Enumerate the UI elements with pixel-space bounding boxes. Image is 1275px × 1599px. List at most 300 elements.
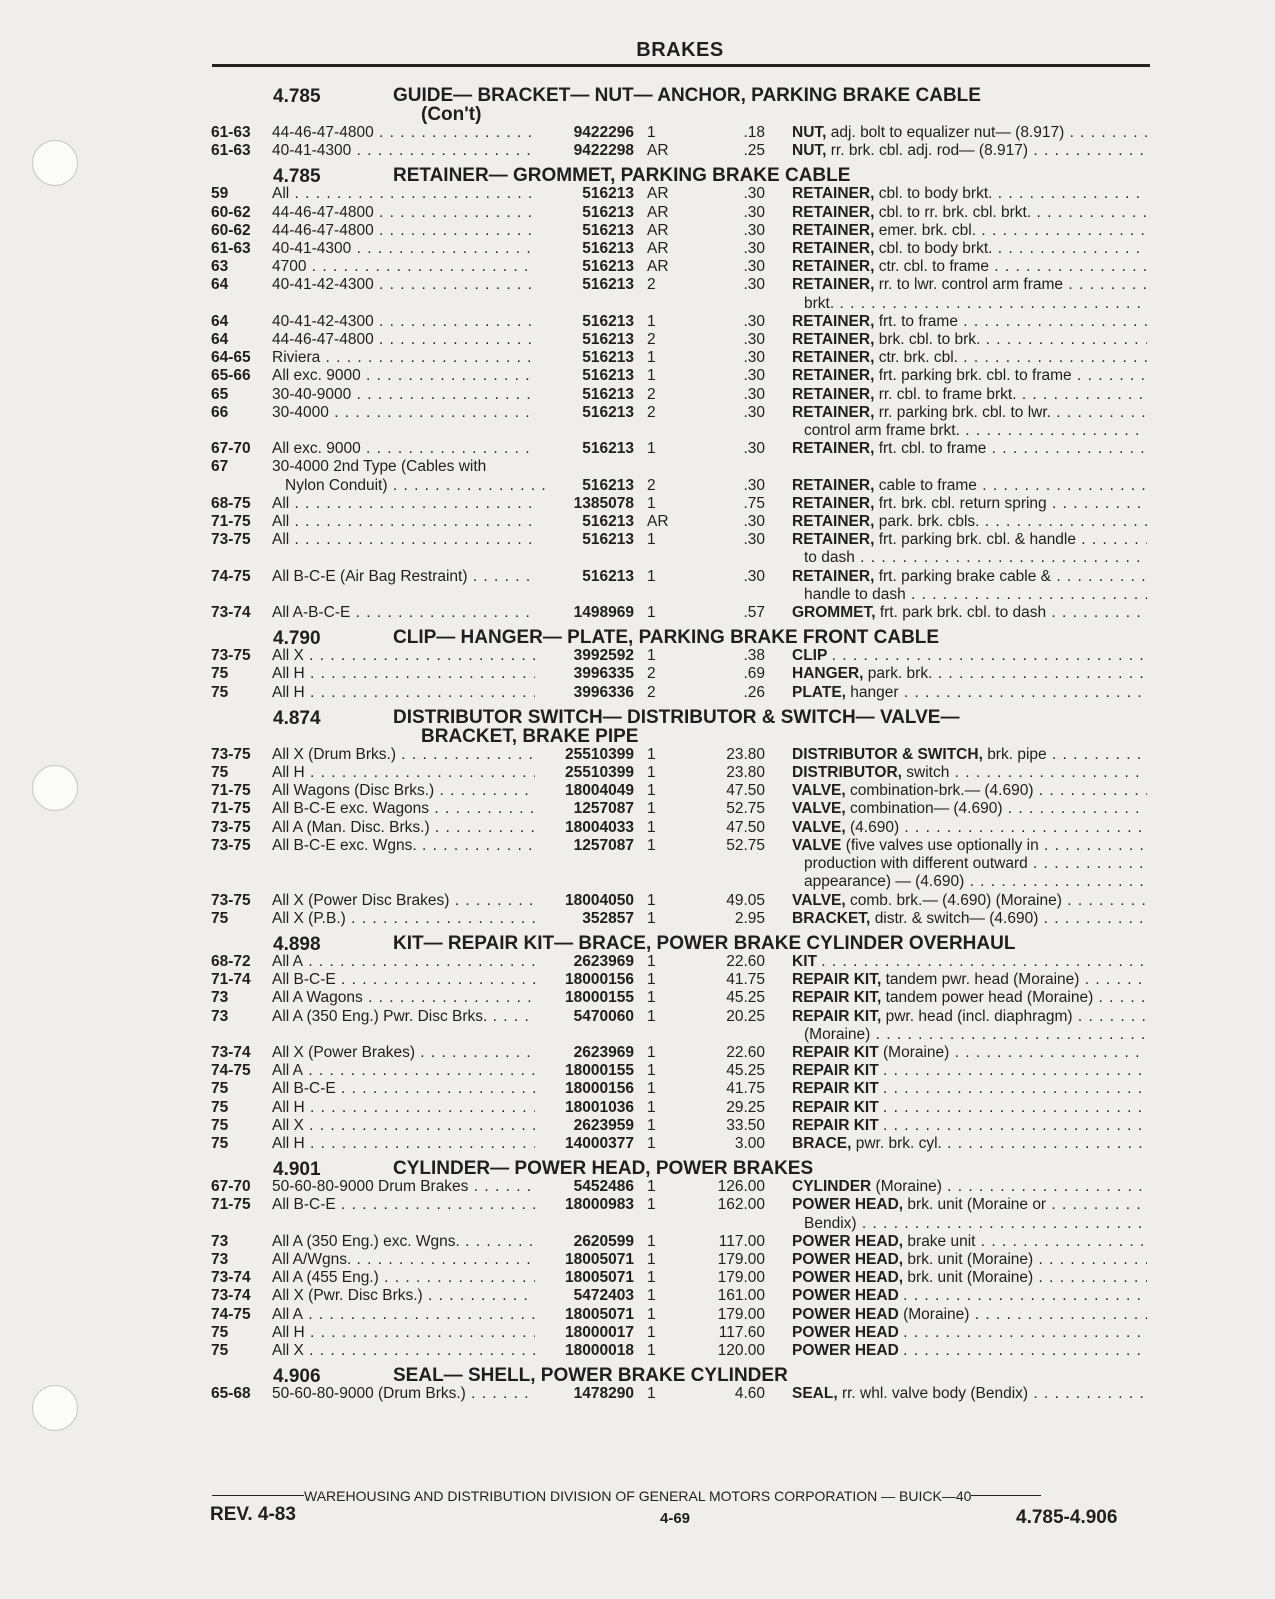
part-name: NUT, bbox=[792, 124, 827, 141]
section-heading bbox=[211, 165, 1151, 188]
section-title: DISTRIBUTOR SWITCH— DISTRIBUTOR & SWITCH— VALVE— bbox=[393, 706, 960, 728]
model-application: All B-C-E . . . bbox=[272, 1196, 535, 1214]
part-description-text: brake unit bbox=[907, 1232, 976, 1250]
model-year: 71-75 bbox=[211, 1196, 251, 1214]
price: .25 bbox=[743, 142, 765, 160]
model-year: 61-63 bbox=[211, 124, 251, 141]
quantity: 1 bbox=[647, 1250, 656, 1268]
parts-row bbox=[211, 1178, 1151, 1196]
price: 117.00 bbox=[718, 1232, 765, 1250]
section-title: KIT— REPAIR KIT— BRACE, POWER BRAKE CYLINDER OVERHAUL bbox=[393, 932, 1016, 954]
part-number: 516213 bbox=[582, 276, 634, 294]
part-number: 18000156 bbox=[565, 1080, 634, 1098]
part-description-text: park. brk. cbls. bbox=[878, 513, 980, 531]
quantity: 1 bbox=[647, 1134, 656, 1152]
part-number: 25510399 bbox=[565, 745, 634, 763]
part-description bbox=[792, 185, 1147, 203]
model-application: 44-46-47-4800 . . . bbox=[272, 331, 535, 349]
model-application: 30-40-9000 . . . bbox=[272, 386, 535, 404]
price: .30 bbox=[743, 513, 765, 531]
binder-hole-bottom bbox=[32, 1385, 78, 1431]
parts-row bbox=[211, 1342, 1151, 1360]
part-description-text: handle to dash bbox=[804, 585, 906, 603]
part-number: 516213 bbox=[582, 240, 634, 258]
part-description bbox=[792, 1251, 1147, 1269]
quantity: 1 bbox=[647, 367, 656, 385]
parts-row-continuation bbox=[211, 855, 1151, 873]
part-number: 18000017 bbox=[565, 1323, 634, 1341]
part-description bbox=[804, 1026, 1147, 1044]
part-name: RETAINER, bbox=[792, 567, 875, 585]
part-number: 516213 bbox=[582, 331, 634, 349]
part-description bbox=[792, 971, 1147, 989]
part-number: 516213 bbox=[582, 567, 634, 585]
model-year: 71-75 bbox=[211, 513, 251, 531]
part-description bbox=[792, 124, 1147, 142]
quantity: 2 bbox=[647, 476, 656, 494]
part-number: 18004050 bbox=[565, 891, 634, 909]
model-application: 40-41-42-4300 . . . bbox=[272, 276, 535, 294]
price: .30 bbox=[743, 258, 765, 276]
part-number: 3992592 bbox=[573, 647, 634, 665]
model-year: 65-68 bbox=[211, 1385, 251, 1403]
part-name: RETAINER, bbox=[792, 494, 875, 512]
model-year: 71-74 bbox=[211, 971, 251, 989]
parts-row bbox=[211, 1008, 1151, 1026]
part-number: 5472403 bbox=[573, 1287, 634, 1305]
part-description-text: cable to frame bbox=[878, 476, 977, 494]
section-title: CLIP— HANGER— PLATE, PARKING BRAKE FRONT CABLE bbox=[393, 627, 940, 649]
quantity: AR bbox=[647, 258, 669, 276]
model-year: 75 bbox=[211, 683, 229, 701]
section-title: GUIDE— BRACKET— NUT— ANCHOR, PARKING BRAKE CABLE bbox=[393, 85, 981, 106]
binder-hole-middle bbox=[32, 765, 78, 811]
part-name: POWER HEAD, bbox=[792, 1196, 904, 1214]
model-application: All . . . bbox=[272, 495, 535, 513]
parts-row bbox=[211, 458, 1151, 476]
price: 22.60 bbox=[726, 952, 765, 970]
model-year: 75 bbox=[211, 1134, 229, 1152]
model-year: 74-75 bbox=[211, 567, 251, 585]
part-description bbox=[792, 892, 1147, 910]
part-name: RETAINER, bbox=[792, 185, 875, 203]
part-description bbox=[792, 1099, 1147, 1117]
part-number: 516213 bbox=[582, 476, 634, 494]
part-name: REPAIR KIT, bbox=[792, 971, 882, 989]
part-name: POWER HEAD, bbox=[792, 1232, 904, 1250]
part-name: RETAINER, bbox=[792, 240, 875, 258]
price: 23.80 bbox=[726, 764, 765, 782]
part-name: RETAINER, bbox=[792, 513, 875, 531]
quantity: 1 bbox=[647, 440, 656, 458]
part-description bbox=[792, 477, 1147, 495]
price: 161.00 bbox=[717, 1287, 765, 1305]
part-name: VALVE, bbox=[792, 800, 846, 818]
part-name: CYLINDER bbox=[792, 1178, 872, 1196]
model-application: All B-C-E . . . bbox=[272, 1080, 535, 1098]
model-year: 67-70 bbox=[211, 440, 251, 458]
model-year: 61-63 bbox=[211, 240, 251, 258]
part-description bbox=[792, 837, 1147, 855]
price: 45.25 bbox=[726, 989, 765, 1007]
part-description bbox=[792, 367, 1147, 385]
price: 162.00 bbox=[717, 1196, 765, 1214]
part-name: RETAINER, bbox=[792, 312, 875, 330]
part-description bbox=[792, 568, 1147, 586]
quantity: AR bbox=[647, 203, 669, 221]
part-name: REPAIR KIT bbox=[792, 1062, 879, 1080]
part-number: 5470060 bbox=[573, 1007, 634, 1025]
parts-row bbox=[211, 684, 1151, 702]
quantity: 1 bbox=[647, 604, 656, 622]
model-application: 30-4000 . . . bbox=[272, 404, 535, 422]
part-name: CLIP bbox=[792, 647, 828, 665]
section-title: (Con't) bbox=[421, 104, 482, 125]
section-number: 4.901 bbox=[273, 1159, 321, 1181]
part-number: 1478290 bbox=[573, 1385, 634, 1403]
part-description-text: (Moraine) bbox=[804, 1025, 871, 1043]
quantity: 1 bbox=[647, 349, 656, 367]
part-description bbox=[792, 1080, 1147, 1098]
model-application: 40-41-4300 . . . bbox=[272, 240, 535, 258]
parts-row bbox=[211, 1196, 1151, 1214]
part-name: RETAINER, bbox=[792, 349, 875, 367]
part-number: 5452486 bbox=[573, 1178, 634, 1196]
part-description-text: emer. brk. cbl. bbox=[878, 221, 977, 239]
model-year: 73-75 bbox=[211, 891, 251, 909]
part-description-text: brkt. bbox=[804, 294, 835, 312]
model-year: 73 bbox=[211, 1007, 229, 1025]
quantity: 1 bbox=[647, 312, 656, 330]
price: .30 bbox=[743, 221, 765, 239]
model-application: 40-41-4300 . . . bbox=[272, 142, 535, 160]
model-application: All H . . . bbox=[272, 1324, 535, 1342]
model-year: 73-75 bbox=[211, 818, 251, 836]
part-description bbox=[792, 1178, 1147, 1196]
part-description bbox=[804, 295, 1147, 313]
parts-row-continuation bbox=[211, 422, 1151, 440]
part-description-text: to dash bbox=[804, 549, 855, 567]
part-number: 9422298 bbox=[573, 142, 634, 160]
price: 22.60 bbox=[726, 1043, 765, 1061]
model-year: 65-66 bbox=[211, 367, 251, 385]
quantity: 1 bbox=[647, 1269, 656, 1287]
section-heading bbox=[211, 708, 1151, 746]
parts-row bbox=[211, 276, 1151, 294]
part-description bbox=[792, 604, 1147, 622]
part-description bbox=[792, 1233, 1147, 1251]
part-number: 516213 bbox=[582, 258, 634, 276]
part-description-text: cbl. to rr. brk. cbl. brkt. bbox=[878, 203, 1032, 221]
model-application: All H . . . bbox=[272, 1099, 535, 1117]
model-application: All . . . bbox=[272, 185, 535, 203]
part-name: REPAIR KIT bbox=[792, 1043, 879, 1061]
part-number: 18005071 bbox=[565, 1269, 634, 1287]
model-application: Nylon Conduit) . . . bbox=[285, 477, 548, 495]
parts-row bbox=[211, 204, 1151, 222]
model-year: 63 bbox=[211, 258, 229, 276]
part-name: PLATE, bbox=[792, 683, 846, 701]
part-description bbox=[792, 1306, 1147, 1324]
part-description-text: rr. to lwr. control arm frame bbox=[878, 276, 1064, 294]
part-number: 516213 bbox=[582, 221, 634, 239]
parts-row bbox=[211, 568, 1151, 586]
part-description-text: Bendix) bbox=[804, 1214, 857, 1232]
model-year: 64 bbox=[211, 312, 229, 330]
part-name: RETAINER, bbox=[792, 385, 875, 403]
model-application: All Wagons (Disc Brks.) . . . bbox=[272, 782, 535, 800]
part-description-text: brk. unit (Moraine) bbox=[907, 1250, 1034, 1268]
parts-row bbox=[211, 647, 1151, 665]
part-description-text: brk. pipe bbox=[987, 745, 1047, 763]
part-number: 18001036 bbox=[565, 1098, 634, 1116]
part-number: 516213 bbox=[582, 185, 634, 203]
section-range: 4.785-4.906 bbox=[1016, 1507, 1118, 1528]
part-number: 18000156 bbox=[565, 971, 634, 989]
part-name: VALVE, bbox=[792, 818, 846, 836]
price: .30 bbox=[743, 312, 765, 330]
price: .30 bbox=[743, 185, 765, 203]
part-description-text: (Moraine) bbox=[883, 1043, 950, 1061]
part-description bbox=[804, 549, 1147, 567]
part-description-text: switch bbox=[906, 764, 950, 782]
price: 41.75 bbox=[726, 971, 765, 989]
price: 179.00 bbox=[717, 1305, 765, 1323]
section-number: 4.785 bbox=[273, 166, 321, 188]
part-name: DISTRIBUTOR, bbox=[792, 764, 902, 782]
price: .30 bbox=[743, 385, 765, 403]
section-title: RETAINER— GROMMET, PARKING BRAKE CABLE bbox=[393, 165, 851, 187]
parts-row bbox=[211, 142, 1151, 160]
part-description bbox=[804, 422, 1147, 440]
part-number: 25510399 bbox=[565, 764, 634, 782]
model-application: All H . . . bbox=[272, 665, 535, 683]
parts-row bbox=[211, 1287, 1151, 1305]
part-description bbox=[792, 1269, 1147, 1287]
parts-row bbox=[211, 440, 1151, 458]
part-number: 516213 bbox=[582, 385, 634, 403]
section-heading bbox=[211, 86, 1151, 124]
parts-row bbox=[211, 604, 1151, 622]
parts-row bbox=[211, 910, 1151, 928]
part-description bbox=[792, 495, 1147, 513]
model-year: 60-62 bbox=[211, 203, 251, 221]
model-year: 67 bbox=[211, 458, 229, 476]
part-description-text: frt. parking brk. cbl. to frame bbox=[878, 367, 1072, 385]
part-description bbox=[804, 586, 1147, 604]
quantity: 1 bbox=[647, 1178, 656, 1196]
part-description bbox=[792, 684, 1147, 702]
parts-row bbox=[211, 837, 1151, 855]
parts-row-continuation bbox=[211, 873, 1151, 891]
part-description-text: (4.690) bbox=[850, 818, 900, 836]
quantity: AR bbox=[647, 142, 669, 160]
quantity: 1 bbox=[647, 1323, 656, 1341]
model-application: 30-4000 2nd Type (Cables with bbox=[272, 458, 487, 476]
quantity: 1 bbox=[647, 909, 656, 927]
parts-row bbox=[211, 1269, 1151, 1287]
price: .30 bbox=[743, 440, 765, 458]
model-year: 59 bbox=[211, 185, 229, 203]
model-application: All A/Wgns. . . . bbox=[272, 1251, 535, 1269]
part-number: 3996336 bbox=[573, 683, 634, 701]
part-description bbox=[792, 222, 1147, 240]
model-year: 73-75 bbox=[211, 745, 251, 763]
page-number: 4-69 bbox=[660, 1510, 691, 1527]
price: .30 bbox=[743, 240, 765, 258]
parts-row bbox=[211, 513, 1151, 531]
model-year: 75 bbox=[211, 1098, 229, 1116]
part-name: BRACKET, bbox=[792, 909, 871, 927]
model-application: All H . . . bbox=[272, 764, 535, 782]
part-description-text: frt. parking brk. cbl. & handle bbox=[878, 531, 1076, 549]
quantity: AR bbox=[647, 221, 669, 239]
model-year: 68-75 bbox=[211, 494, 251, 512]
quantity: 2 bbox=[647, 331, 656, 349]
part-name: POWER HEAD bbox=[792, 1305, 899, 1323]
parts-row-continuation bbox=[211, 586, 1151, 604]
part-description-text: appearance) — (4.690) bbox=[804, 873, 965, 891]
footer-division bbox=[212, 1488, 1150, 1504]
price: 4.60 bbox=[734, 1385, 765, 1403]
part-name: POWER HEAD bbox=[792, 1341, 899, 1359]
model-application: 40-41-42-4300 . . . bbox=[272, 313, 535, 331]
quantity: 1 bbox=[647, 1287, 656, 1305]
page-title: BRAKES bbox=[636, 39, 724, 61]
part-description bbox=[792, 647, 1147, 665]
part-name: POWER HEAD bbox=[792, 1287, 899, 1305]
part-number: 18004033 bbox=[565, 818, 634, 836]
model-application: All A (Man. Disc. Brks.) . . . bbox=[272, 819, 535, 837]
part-description bbox=[792, 142, 1147, 160]
price: 117.60 bbox=[718, 1323, 765, 1341]
price: .69 bbox=[743, 665, 765, 683]
part-description bbox=[792, 531, 1147, 549]
part-description bbox=[792, 1008, 1147, 1026]
price: 45.25 bbox=[726, 1062, 765, 1080]
parts-row-continuation bbox=[211, 1215, 1151, 1233]
part-name: REPAIR KIT, bbox=[792, 989, 882, 1007]
part-name: RETAINER, bbox=[792, 531, 875, 549]
quantity: 2 bbox=[647, 665, 656, 683]
part-description-text: control arm frame brkt. bbox=[804, 422, 960, 440]
price: .30 bbox=[743, 349, 765, 367]
model-application: All X . . . bbox=[272, 1342, 535, 1360]
quantity: 1 bbox=[647, 1116, 656, 1134]
model-year: 66 bbox=[211, 403, 229, 421]
price: 20.25 bbox=[726, 1007, 765, 1025]
model-year: 75 bbox=[211, 1341, 229, 1359]
model-application: All X (Pwr. Disc Brks.) . . . bbox=[272, 1287, 535, 1305]
quantity: 1 bbox=[647, 891, 656, 909]
parts-row bbox=[211, 495, 1151, 513]
parts-row bbox=[211, 1306, 1151, 1324]
part-description-text: (Moraine) bbox=[875, 1178, 942, 1196]
parts-row bbox=[211, 349, 1151, 367]
part-name: NUT, bbox=[792, 142, 827, 160]
model-year: 73 bbox=[211, 989, 229, 1007]
parts-list bbox=[211, 80, 1151, 1403]
part-number: 18005071 bbox=[565, 1250, 634, 1268]
part-description-text: frt. cbl. to frame bbox=[878, 440, 987, 458]
quantity: 1 bbox=[647, 782, 656, 800]
parts-row bbox=[211, 1324, 1151, 1342]
part-name: KIT bbox=[792, 952, 817, 970]
footer-rule-right bbox=[971, 1495, 1041, 1496]
price: 120.00 bbox=[717, 1341, 765, 1359]
part-name: REPAIR KIT bbox=[792, 1116, 879, 1134]
model-application: All A Wagons . . . bbox=[272, 989, 535, 1007]
part-description-text: rr. brk. cbl. adj. rod— (8.917) bbox=[830, 142, 1029, 160]
quantity: 2 bbox=[647, 683, 656, 701]
parts-row bbox=[211, 1233, 1151, 1251]
section-title: BRACKET, BRAKE PIPE bbox=[421, 725, 639, 747]
model-application: All exc. 9000 . . . bbox=[272, 367, 535, 385]
section-heading bbox=[211, 934, 1151, 953]
model-application: All X . . . bbox=[272, 1117, 535, 1135]
model-application: All H . . . bbox=[272, 684, 535, 702]
model-year: 75 bbox=[211, 1080, 229, 1098]
part-number: 1498969 bbox=[573, 604, 634, 622]
part-description bbox=[792, 349, 1147, 367]
part-name: SEAL, bbox=[792, 1385, 838, 1403]
model-year: 73-74 bbox=[211, 1269, 251, 1287]
price: .75 bbox=[743, 494, 765, 512]
part-description bbox=[792, 331, 1147, 349]
part-description bbox=[792, 1117, 1147, 1135]
part-description-text: brk. unit (Moraine or bbox=[907, 1196, 1047, 1214]
price: 23.80 bbox=[726, 745, 765, 763]
parts-row bbox=[211, 331, 1151, 349]
model-application: All X (Power Disc Brakes) . . . bbox=[272, 892, 535, 910]
parts-row bbox=[211, 258, 1151, 276]
price: .30 bbox=[743, 331, 765, 349]
price: .30 bbox=[743, 276, 765, 294]
model-year: 75 bbox=[211, 764, 229, 782]
parts-row-continuation bbox=[211, 549, 1151, 567]
parts-row bbox=[211, 1044, 1151, 1062]
part-name: RETAINER, bbox=[792, 476, 875, 494]
model-year: 68-72 bbox=[211, 952, 251, 970]
part-number: 18000155 bbox=[565, 1062, 634, 1080]
part-description-text: tandem power head (Moraine) bbox=[885, 989, 1094, 1007]
model-year: 73-74 bbox=[211, 1043, 251, 1061]
section-heading bbox=[211, 627, 1151, 650]
quantity: 1 bbox=[647, 647, 656, 665]
part-description bbox=[792, 953, 1147, 971]
part-description-text: ctr. cbl. to frame bbox=[878, 258, 989, 276]
part-number: 2620599 bbox=[573, 1232, 634, 1250]
model-application: All A . . . bbox=[272, 1062, 535, 1080]
parts-row bbox=[211, 971, 1151, 989]
part-description-text: cbl. to body brkt. bbox=[878, 185, 993, 203]
model-year: 64 bbox=[211, 331, 229, 349]
part-name: BRACE, bbox=[792, 1134, 852, 1152]
part-description bbox=[804, 1215, 1147, 1233]
part-description bbox=[792, 1385, 1147, 1403]
model-year: 73 bbox=[211, 1250, 229, 1268]
part-description-text: frt. park brk. cbl. to dash bbox=[879, 604, 1047, 622]
part-number: 516213 bbox=[582, 312, 634, 330]
model-year: 61-63 bbox=[211, 142, 251, 160]
parts-row bbox=[211, 989, 1151, 1007]
parts-row bbox=[211, 404, 1151, 422]
price: 126.00 bbox=[717, 1178, 765, 1196]
model-year: 73-74 bbox=[211, 1287, 251, 1305]
part-description-text: hanger bbox=[850, 683, 899, 701]
part-description bbox=[792, 665, 1147, 683]
quantity: AR bbox=[647, 513, 669, 531]
